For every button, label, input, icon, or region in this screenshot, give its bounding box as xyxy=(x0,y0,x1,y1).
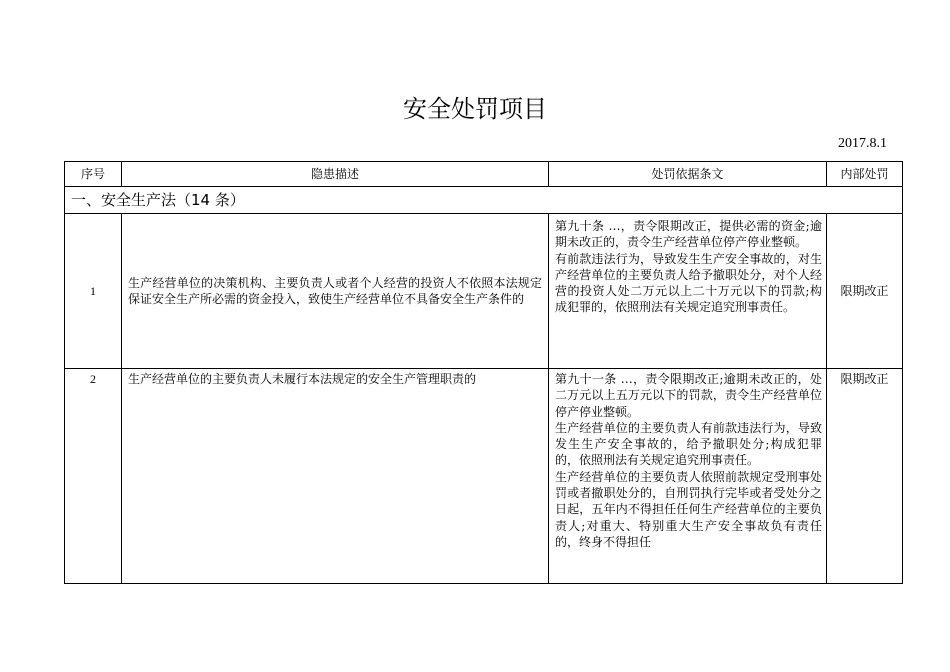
table-row xyxy=(65,214,903,369)
header-action: 内部处罚 xyxy=(827,162,903,187)
row-basis xyxy=(549,214,827,369)
row-action: 限期改正 xyxy=(827,214,903,369)
header-num: 序号 xyxy=(65,162,122,187)
row-action: 限期改正 xyxy=(827,369,903,584)
table-row xyxy=(65,369,903,584)
basis-paragraph: 第九十一条 …，责令限期改正;逾期未改正的，处二万元以上五万元以下的罚款，责令生产经营单位停产停业整顿。 xyxy=(555,372,822,419)
row-num: 1 xyxy=(65,214,122,369)
basis-paragraph: 第九十条 …，责令限期改正，提供必需的资金;逾期未改正的，责令生产经营单位停产停业整顿。 xyxy=(555,219,822,250)
row-basis xyxy=(549,369,827,584)
row-num: 2 xyxy=(65,369,122,584)
basis-paragraph: 生产经营单位的主要负责人依照前款规定受刑事处罚或者撤职处分的，自刑罚执行完毕或者受处分之日起，五年内不得担任任何生产经营单位的主要负责人;对重大、特别重大生产安全事故负有责任的，终身不得担任 xyxy=(555,469,822,549)
row-description: 生产经营单位的决策机构、主要负责人或者个人经营的投资人不依照本法规定保证安全生产所必需的资金投入，致使生产经营单位不具备安全生产条件的 xyxy=(122,214,549,369)
basis-paragraph: 生产经营单位的主要负责人有前款违法行为，导致发生生产安全事故的，给予撤职处分;构成犯罪的，依照刑法有关规定追究刑事责任。 xyxy=(555,420,822,468)
page-title: 安全处罚项目 xyxy=(403,95,547,123)
row-description: 生产经营单位的主要负责人未履行本法规定的安全生产管理职责的 xyxy=(122,369,549,584)
table-header-row xyxy=(65,162,903,187)
penalty-table xyxy=(64,161,903,584)
header-desc: 隐患描述 xyxy=(122,162,549,187)
section-title: 一、安全生产法（14 条） xyxy=(65,187,903,214)
section-row xyxy=(65,187,903,214)
basis-paragraph: 有前款违法行为，导致发生生产安全事故的，对生产经营单位的主要负责人给予撤职处分，对个人经营的投资人处二万元以上二十万元以下的罚款;构成犯罪的，依照刑法有关规定追究刑事责任。 xyxy=(555,251,822,315)
document-date: 2017.8.1 xyxy=(838,136,887,151)
header-basis: 处罚依据条文 xyxy=(549,162,827,187)
